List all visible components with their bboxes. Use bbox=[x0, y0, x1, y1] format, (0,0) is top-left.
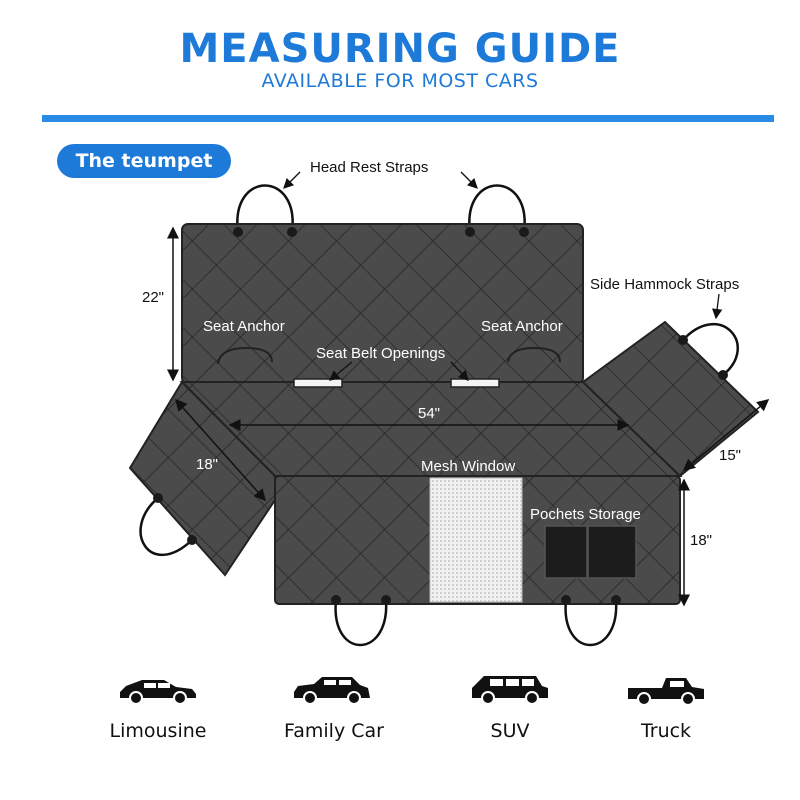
suv-icon bbox=[472, 676, 548, 704]
storage-pocket-left bbox=[545, 526, 587, 578]
page-subtitle: AVAILABLE FOR MOST CARS bbox=[261, 70, 539, 92]
seat-belt-opening-left bbox=[294, 379, 342, 387]
back-height-dimension: 22" bbox=[142, 289, 165, 306]
car-type-truck: Truck bbox=[640, 720, 692, 742]
page-title: MEASURING GUIDE bbox=[179, 26, 621, 72]
width-dimension: 54" bbox=[418, 405, 441, 422]
car-type-family-car: Family Car bbox=[284, 720, 384, 742]
seat-belt-opening-right bbox=[451, 379, 499, 387]
car-type-limousine: Limousine bbox=[109, 720, 207, 742]
product-badge: The teumpet bbox=[57, 144, 231, 178]
mesh-window bbox=[430, 478, 522, 602]
sedan-icon bbox=[120, 680, 196, 704]
right-flap-dimension: 15" bbox=[719, 447, 742, 464]
storage-pocket-right bbox=[588, 526, 636, 578]
mesh-window-label: Mesh Window bbox=[421, 458, 516, 475]
side-hammock-straps-label: Side Hammock Straps bbox=[590, 276, 740, 293]
seat-anchor-right-label: Seat Anchor bbox=[481, 318, 563, 335]
seat-anchor-left-label: Seat Anchor bbox=[203, 318, 285, 335]
car-type-suv: SUV bbox=[490, 720, 530, 742]
head-rest-straps-label: Head Rest Straps bbox=[310, 159, 429, 176]
pickup-truck-icon bbox=[628, 678, 704, 705]
hatchback-icon bbox=[294, 677, 370, 704]
left-flap-dimension: 18" bbox=[196, 456, 219, 473]
pockets-storage-label: Pochets Storage bbox=[530, 506, 641, 523]
seat-belt-openings-label: Seat Belt Openings bbox=[316, 345, 446, 362]
front-height-dimension: 18" bbox=[690, 532, 713, 549]
